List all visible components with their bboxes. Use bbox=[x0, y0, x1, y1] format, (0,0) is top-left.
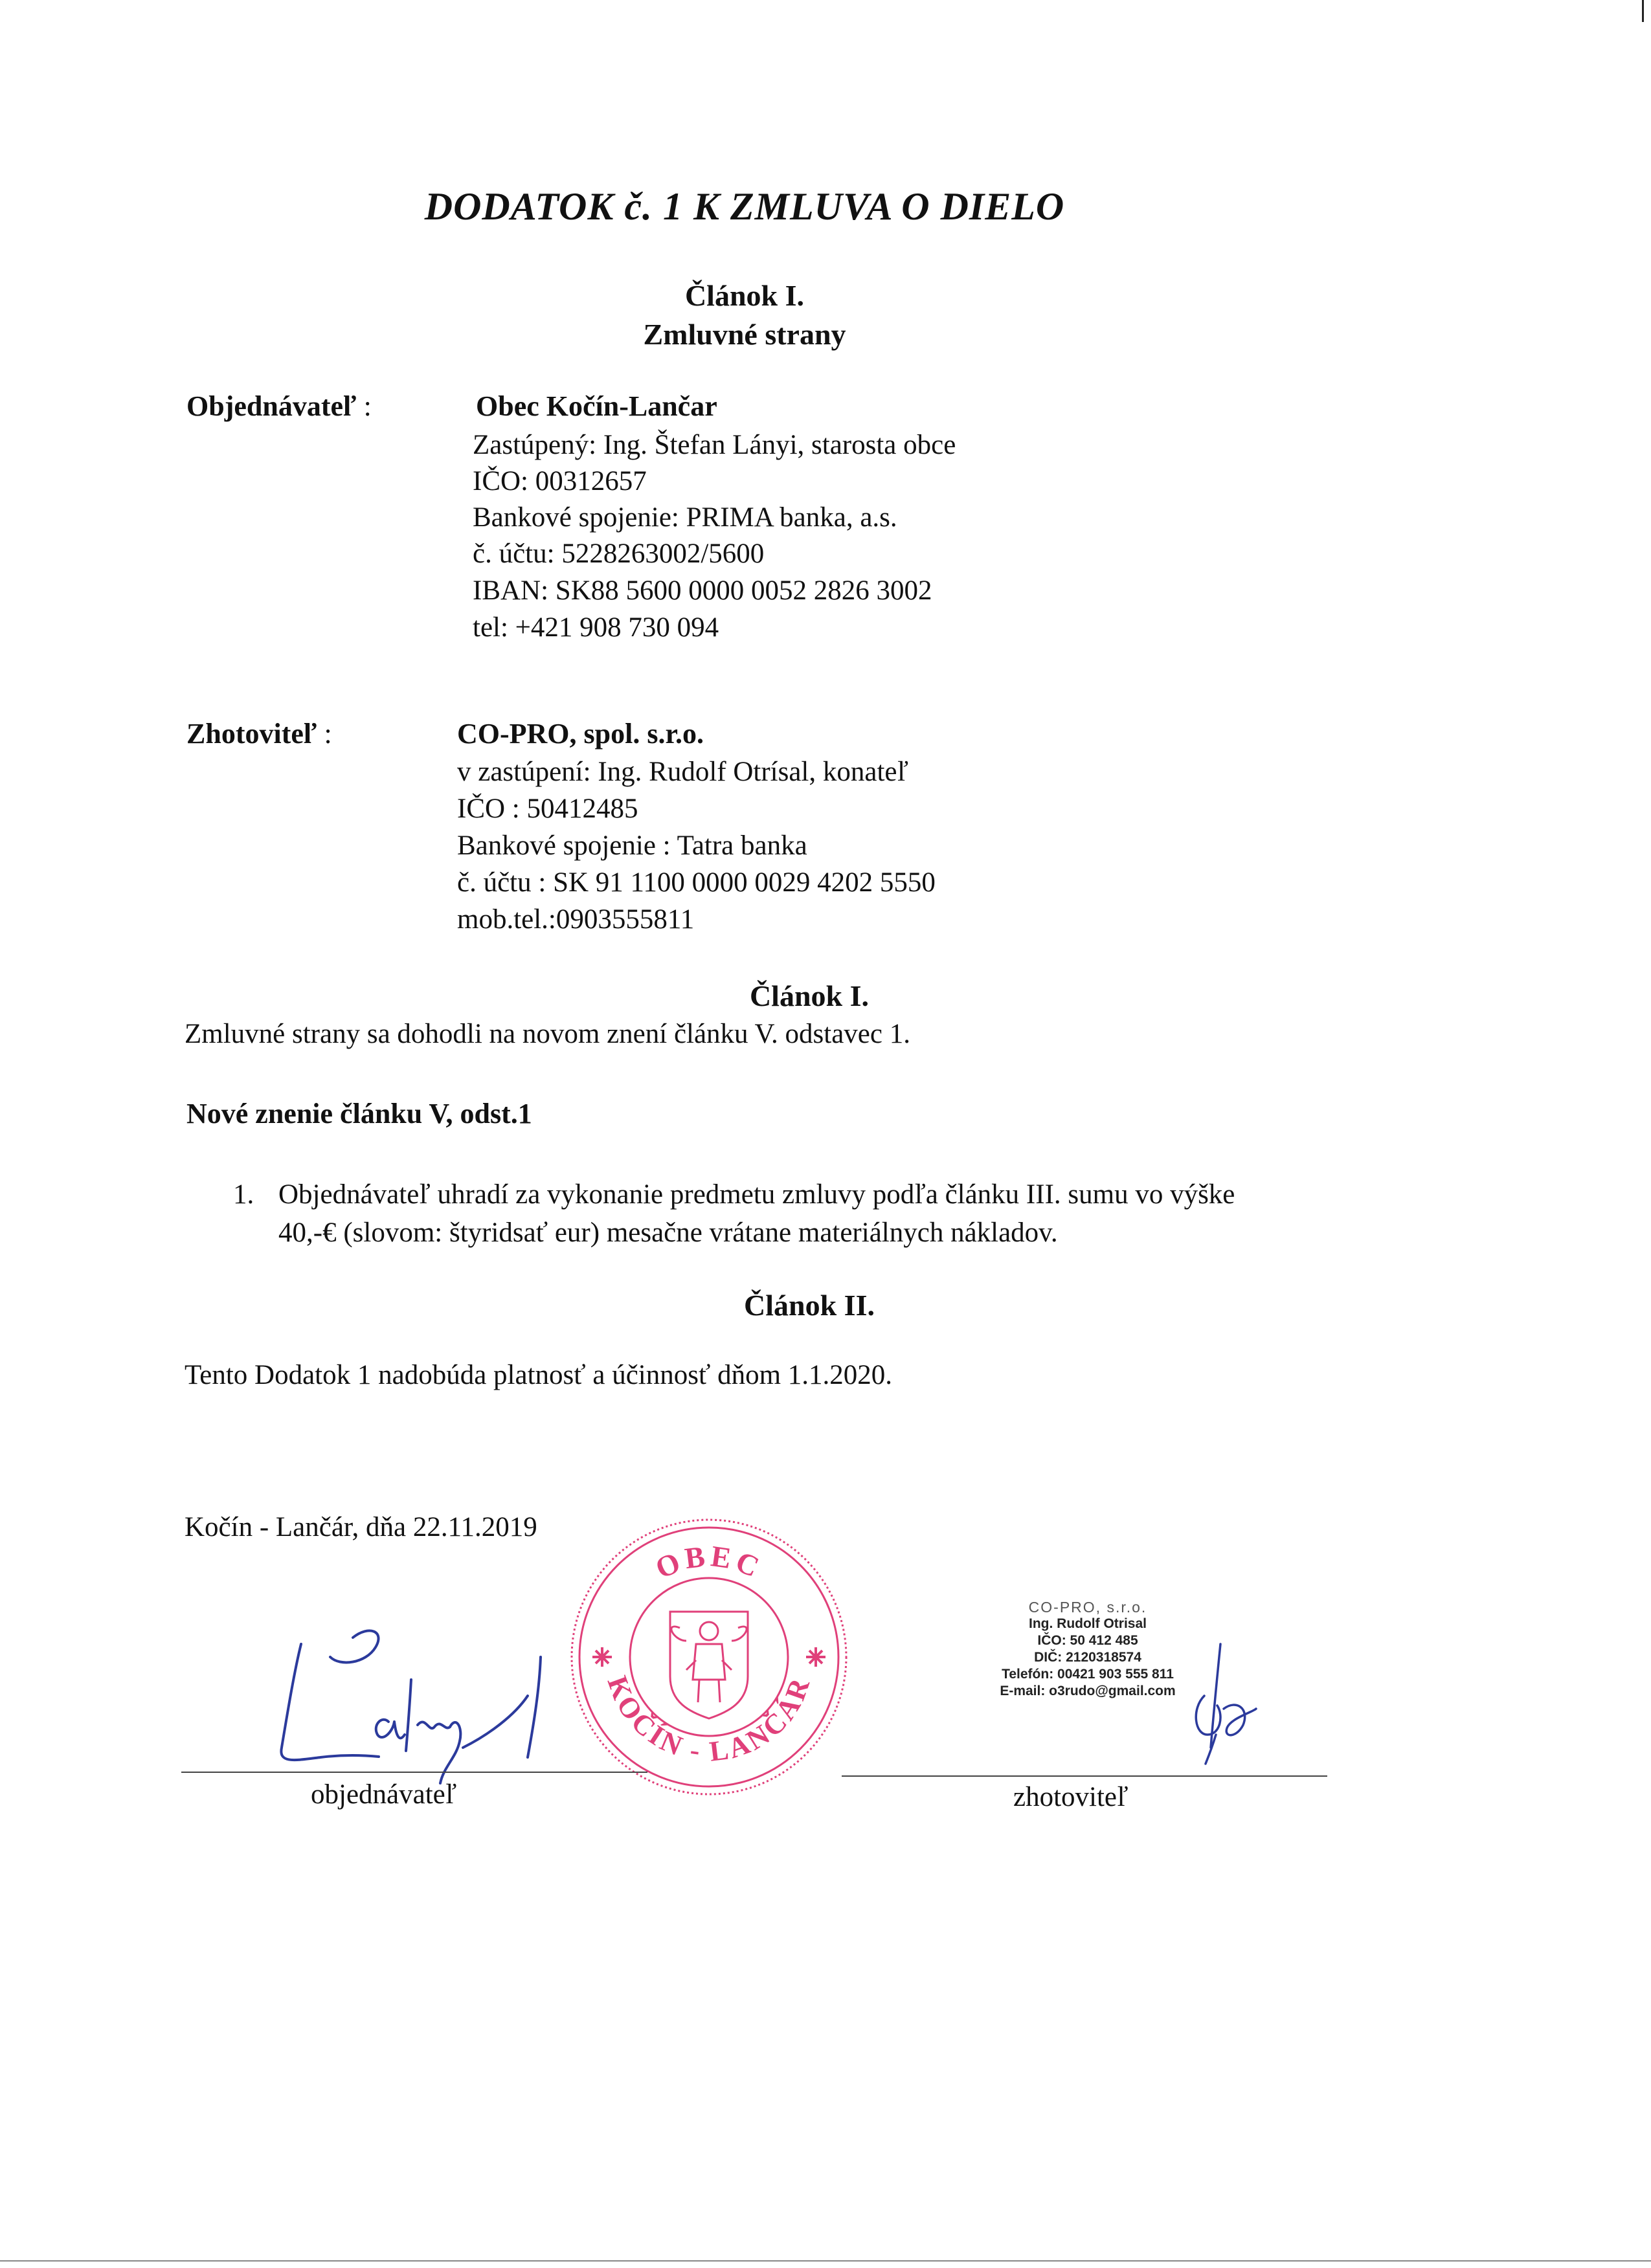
article-1-subheading: Zmluvné strany bbox=[643, 318, 846, 351]
company-stamp-dic: DIČ: 2120318574 bbox=[1034, 1650, 1141, 1665]
contractor-ico: IČO : 50412485 bbox=[457, 794, 638, 824]
client-signature-label: objednávateľ bbox=[311, 1779, 457, 1810]
client-iban: IBAN: SK88 5600 0000 0052 2826 3002 bbox=[473, 575, 932, 606]
contractor-phone: mob.tel.:0903555811 bbox=[457, 904, 695, 935]
client-label-text: Objednávateľ bbox=[186, 390, 357, 422]
contractor-name: CO-PRO, spol. s.r.o. bbox=[457, 718, 704, 750]
contractor-signature-line bbox=[842, 1775, 1327, 1777]
stamp-star-icon bbox=[592, 1647, 826, 1667]
client-representative: Zastúpený: Ing. Štefan Lányi, starosta obce bbox=[473, 430, 956, 460]
client-ico: IČO: 00312657 bbox=[473, 466, 647, 496]
document-title: DODATOK č. 1 K ZMLUVA O DIELO bbox=[424, 185, 1065, 228]
article-2-heading: Článok II. bbox=[744, 1289, 875, 1322]
contractor-label bbox=[186, 717, 332, 750]
contractor-representative: v zastúpení: Ing. Rudolf Otrísal, konateľ bbox=[457, 757, 908, 787]
company-stamp-name: CO-PRO, s.r.o. bbox=[1028, 1599, 1147, 1616]
company-stamp bbox=[952, 1599, 1224, 1700]
contractor-signature-label: zhotoviteľ bbox=[1013, 1782, 1129, 1812]
municipal-stamp-graphic bbox=[567, 1515, 851, 1799]
item-1-line-1: Objednávateľ uhradí za vykonanie predmetu zmluvy podľa článku III. sumu vo výške bbox=[278, 1179, 1235, 1210]
stamp-top-text: OBEC bbox=[650, 1539, 768, 1585]
coat-of-arms-icon bbox=[670, 1612, 748, 1718]
company-stamp-person: Ing. Rudolf Otrisal bbox=[1029, 1616, 1147, 1631]
client-signature-line bbox=[181, 1772, 647, 1773]
client-signature bbox=[256, 1618, 567, 1786]
company-stamp-ico: IČO: 50 412 485 bbox=[1037, 1633, 1138, 1648]
new-wording-heading: Nové znenie článku V, odst.1 bbox=[186, 1098, 532, 1129]
place-date: Kočín - Lančár, dňa 22.11.2019 bbox=[185, 1512, 537, 1542]
municipal-stamp bbox=[567, 1515, 851, 1799]
item-1-number: 1. bbox=[233, 1179, 254, 1210]
client-bank: Bankové spojenie: PRIMA banka, a.s. bbox=[473, 502, 897, 533]
scan-edge-mark bbox=[1642, 0, 1644, 22]
company-stamp-phone: Telefón: 00421 903 555 811 bbox=[1002, 1667, 1174, 1682]
company-stamp-email: E-mail: o3rudo@gmail.com bbox=[1000, 1684, 1176, 1698]
scan-bottom-edge bbox=[0, 2260, 1651, 2262]
client-label bbox=[186, 390, 372, 423]
article-1b-heading: Článok I. bbox=[749, 979, 870, 1012]
contractor-label-text: Zhotoviteľ bbox=[186, 718, 317, 750]
article-1b-text: Zmluvné strany sa dohodli na novom znení článku V. odstavec 1. bbox=[185, 1019, 910, 1049]
contractor-label-colon: : bbox=[324, 718, 332, 750]
client-name: Obec Kočín-Lančar bbox=[476, 390, 717, 422]
contractor-bank: Bankové spojenie : Tatra banka bbox=[457, 830, 807, 861]
svg-text:KOČÍN - LANČÁR bbox=[601, 1672, 817, 1768]
client-phone: tel: +421 908 730 094 bbox=[473, 612, 719, 643]
contractor-account: č. účtu : SK 91 1100 0000 0029 4202 5550 bbox=[457, 867, 936, 898]
article-1-heading: Článok I. bbox=[684, 279, 805, 312]
stamp-bottom-text: KOČÍN - LANČÁR bbox=[601, 1671, 817, 1768]
item-1-line-2: 40,-€ (slovom: štyridsať eur) mesačne vrátane materiálnych nákladov. bbox=[278, 1217, 1058, 1248]
client-label-colon: : bbox=[363, 390, 372, 422]
article-2-text: Tento Dodatok 1 nadobúda platnosť a účinnosť dňom 1.1.2020. bbox=[185, 1360, 893, 1390]
client-account: č. účtu: 5228263002/5600 bbox=[473, 539, 765, 569]
contractor-signature bbox=[1191, 1638, 1263, 1786]
